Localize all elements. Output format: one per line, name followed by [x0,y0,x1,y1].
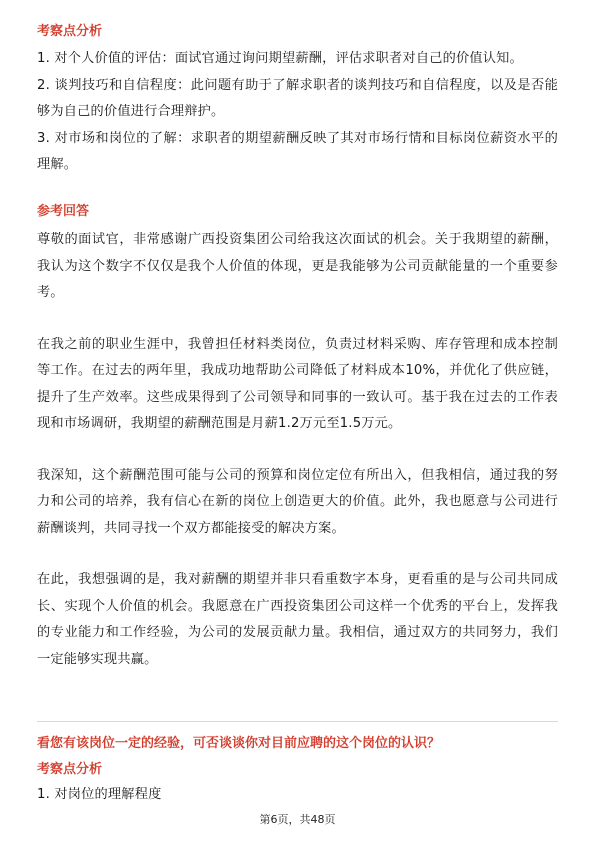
section-divider [37,721,558,722]
answer-paragraph: 在此，我想强调的是，我对薪酬的期望并非只看重数字本身，更看重的是与公司共同成长、实现个人价值的机会。我愿意在广西投资集团公司这样一个优秀的平台上，发挥我的专业能力和工作经验，为公司的发展贡献力量。我相信，通过双方的共同努力，我们一定能够实现共赢。 [37,572,558,667]
analysis-points [37,46,558,179]
next-question-title: 看您有该岗位一定的经验，可否谈谈你对目前应聘的这个岗位的认识？ [37,736,441,751]
section-answer [37,202,558,222]
next-analysis-point: 1. 对岗位的理解程度 [37,787,162,802]
analysis-point: 2. 谈判技巧和自信程度：此问题有助于了解求职者的谈判技巧和自信程度，以及是否能够为自己的价值进行合理辩护。 [37,77,558,119]
analysis-heading: 考察点分析 [37,24,103,39]
section-analysis [37,22,558,42]
answer-paragraphs [37,227,558,673]
next-analysis-heading: 考察点分析 [37,762,103,777]
analysis-point: 3. 对市场和岗位的了解：求职者的期望薪酬反映了其对市场行情和目标岗位薪资水平的理解。 [37,130,558,172]
next-question-block [37,734,558,809]
answer-paragraph: 我深知，这个薪酬范围可能与公司的预算和岗位定位有所出入，但我相信，通过我的努力和公司的培养，我有信心在新的岗位上创造更大的价值。此外，我也愿意与公司进行薪酬谈判，共同寻找一个双方都能接受的解决方案。 [37,467,558,536]
answer-paragraph: 在我之前的职业生涯中，我曾担任材料类岗位，负责过材料采购、库存管理和成本控制等工作。在过去的两年里，我成功地帮助公司降低了材料成本10%，并优化了供应链，提升了生产效率。这些成果得到了公司领导和同事的一致认可。基于我在过去的工作表现和市场调研，我期望的薪酬范围是月薪1.2万元至1.5万元。 [37,336,558,431]
analysis-point: 1. 对个人价值的评估：面试官通过询问期望薪酬，评估求职者对自己的价值认知。 [37,51,523,66]
page-number: 第6页，共48页 [259,813,336,826]
answer-heading: 参考回答 [37,204,90,219]
answer-paragraph: 尊敬的面试官，非常感谢广西投资集团公司给我这次面试的机会。关于我期望的薪酬，我认为这个数字不仅仅是我个人价值的体现，更是我能够为公司贡献能量的一个重要参考。 [37,232,558,300]
